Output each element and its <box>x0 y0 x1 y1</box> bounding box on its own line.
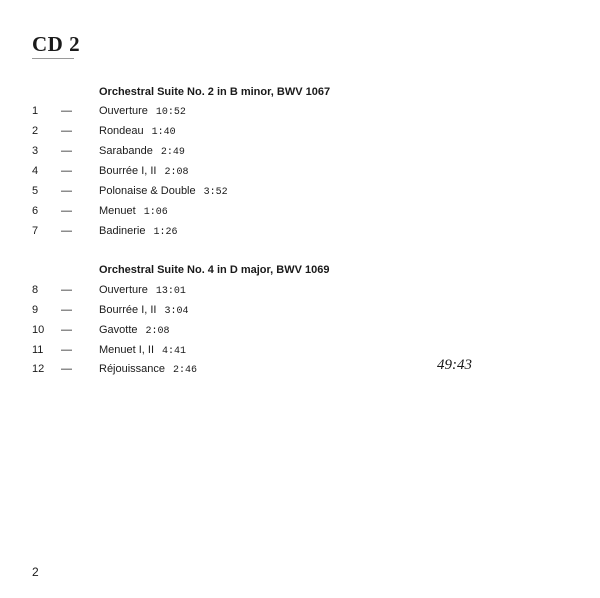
track-row <box>0 165 600 181</box>
track-row <box>0 363 600 379</box>
track-duration: 3:04 <box>164 306 189 317</box>
track-name: Menuet I, II <box>99 344 155 356</box>
track-number: 8 <box>32 284 39 296</box>
track-duration: 13:01 <box>155 286 186 297</box>
track-number: 3 <box>32 145 39 157</box>
track-duration: 4:41 <box>162 346 187 357</box>
track-number: 1 <box>32 105 39 117</box>
track-name: Bourrée I, II <box>99 165 157 177</box>
track-name: Ouverture <box>99 105 148 117</box>
track-row <box>0 304 600 320</box>
track-duration: 10:52 <box>155 107 186 118</box>
track-name: Rondeau <box>99 125 144 137</box>
track-dash: — <box>61 165 72 177</box>
track-name: Sarabande <box>99 145 153 157</box>
track-dash: — <box>61 344 72 356</box>
total-duration: 49:43 <box>437 357 472 373</box>
track-duration: 2:49 <box>160 147 185 158</box>
track-name: Gavotte <box>99 324 138 336</box>
cd-title: CD 2 <box>32 32 81 56</box>
track-dash: — <box>61 105 72 117</box>
track-number: 11 <box>32 344 44 356</box>
track-number: 4 <box>32 165 39 177</box>
track-dash: — <box>61 145 72 157</box>
track-row <box>0 284 600 300</box>
track-row <box>0 344 600 360</box>
track-row <box>0 205 600 221</box>
track-dash: — <box>61 225 72 237</box>
suite-title: Orchestral Suite No. 4 in D major, BWV 1069 <box>99 264 330 276</box>
track-number: 9 <box>32 304 39 316</box>
track-name: Menuet <box>99 205 136 217</box>
track-duration: 1:26 <box>153 227 178 238</box>
track-name: Ouverture <box>99 284 148 296</box>
track-dash: — <box>61 363 72 375</box>
track-name: Polonaise & Double <box>99 185 196 197</box>
track-duration: 1:06 <box>143 207 168 218</box>
track-row <box>0 324 600 340</box>
track-dash: — <box>61 185 72 197</box>
track-dash: — <box>61 125 72 137</box>
track-duration: 2:08 <box>145 326 170 337</box>
track-row <box>0 185 600 201</box>
suite-title: Orchestral Suite No. 2 in B minor, BWV 1067 <box>99 86 331 98</box>
track-name: Badinerie <box>99 225 146 237</box>
track-duration: 2:46 <box>173 365 198 376</box>
track-duration: 3:52 <box>203 187 228 198</box>
page-number: 2 <box>32 565 39 579</box>
track-dash: — <box>61 205 72 217</box>
track-number: 6 <box>32 205 39 217</box>
track-duration: 2:08 <box>164 167 189 178</box>
track-number: 2 <box>32 125 39 137</box>
track-number: 12 <box>32 363 45 375</box>
track-name: Bourrée I, II <box>99 304 157 316</box>
track-name: Réjouissance <box>99 363 166 375</box>
track-row <box>0 125 600 141</box>
track-row <box>0 105 600 121</box>
track-dash: — <box>61 304 72 316</box>
track-number: 7 <box>32 225 39 237</box>
title-underline <box>32 58 74 59</box>
track-row <box>0 145 600 161</box>
track-duration: 1:40 <box>151 127 176 138</box>
track-dash: — <box>61 284 72 296</box>
track-number: 5 <box>32 185 39 197</box>
track-dash: — <box>61 324 72 336</box>
track-number: 10 <box>32 324 45 336</box>
track-row <box>0 225 600 241</box>
